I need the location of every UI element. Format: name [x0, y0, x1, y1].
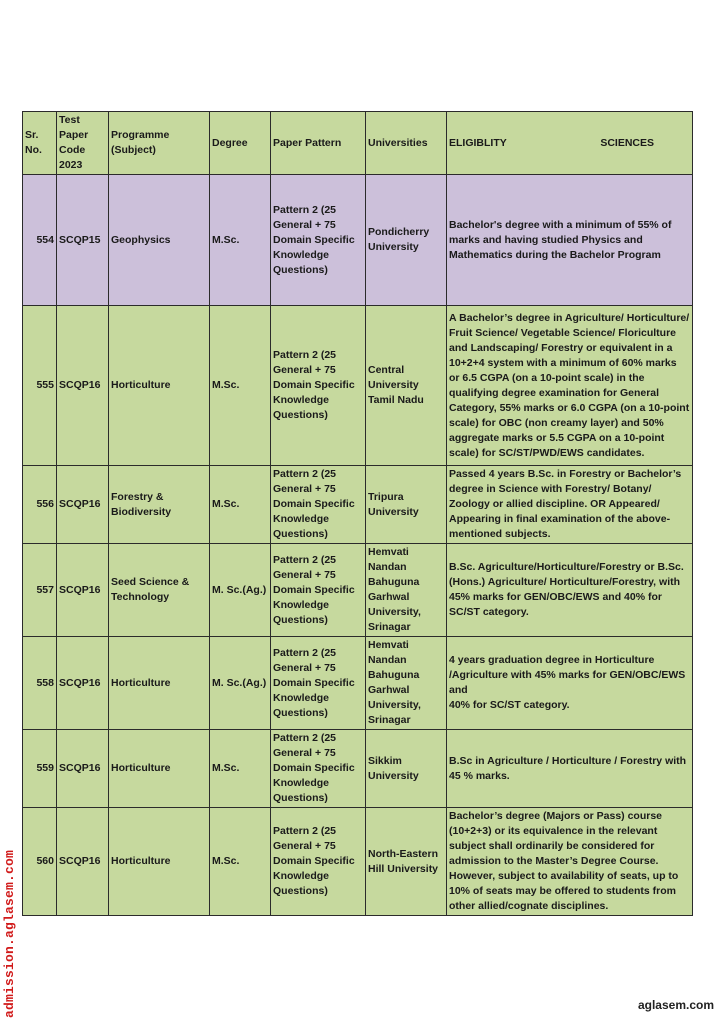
row-university: Hemvati Nandan Bahuguna Garhwal University, Srinagar: [366, 544, 447, 637]
row-paper-code: SCQP16: [57, 544, 109, 637]
row-sr-no: 559: [23, 730, 57, 808]
header-universities: Universities: [366, 112, 447, 175]
row-paper-code: SCQP16: [57, 808, 109, 916]
header-eligibility-label: ELIGIBLITY: [449, 136, 507, 149]
row-programme: Horticulture: [109, 808, 210, 916]
row-paper-pattern: Pattern 2 (25 General + 75 Domain Specific Knowledge Questions): [271, 730, 366, 808]
row-paper-code: SCQP16: [57, 466, 109, 544]
row-university: North-Eastern Hill University: [366, 808, 447, 916]
row-eligibility: B.Sc. Agriculture/Horticulture/Forestry or B.Sc. (Hons.) Agriculture/ Horticulture/Forestry, with 45% marks for GEN/OBC/EWS and 40% for SC/ST category.: [447, 544, 693, 637]
table-row: [23, 544, 693, 637]
row-programme: Geophysics: [109, 175, 210, 306]
row-university: Sikkim University: [366, 730, 447, 808]
row-paper-code: SCQP16: [57, 637, 109, 730]
row-eligibility: 4 years graduation degree in Horticulture /Agriculture with 45% marks for GEN/OBC/EWS and 40% for SC/ST category.: [447, 637, 693, 730]
row-university: Central University Tamil Nadu: [366, 306, 447, 466]
row-sr-no: 560: [23, 808, 57, 916]
row-paper-pattern: Pattern 2 (25 General + 75 Domain Specific Knowledge Questions): [271, 808, 366, 916]
row-paper-pattern: Pattern 2 (25 General + 75 Domain Specific Knowledge Questions): [271, 544, 366, 637]
header-paper-code: Test Paper Code 2023: [57, 112, 109, 175]
table-row: [23, 466, 693, 544]
header-paper-pattern: Paper Pattern: [271, 112, 366, 175]
row-sr-no: 554: [23, 175, 57, 306]
row-paper-pattern: Pattern 2 (25 General + 75 Domain Specific Knowledge Questions): [271, 466, 366, 544]
header-sciences-label: SCIENCES: [600, 136, 654, 149]
row-programme: Horticulture: [109, 637, 210, 730]
row-paper-pattern: Pattern 2 (25 General + 75 Domain Specific Knowledge Questions): [271, 175, 366, 306]
row-paper-code: SCQP16: [57, 730, 109, 808]
header-row: [23, 112, 693, 175]
row-sr-no: 557: [23, 544, 57, 637]
footer-site-label: aglasem.com: [637, 998, 714, 1012]
row-sr-no: 558: [23, 637, 57, 730]
row-eligibility: Bachelor’s degree (Majors or Pass) course (10+2+3) or its equivalence in the relevant subject shall ordinarily be considered for admission to the Master’s Degree Course. However, subject to availability of seats, up to 10% of seats may be offered to students from other allied/cognate disciplines.: [447, 808, 693, 916]
row-degree: M.Sc.: [210, 466, 271, 544]
row-university: Hemvati Nandan Bahuguna Garhwal University, Srinagar: [366, 637, 447, 730]
row-programme: Horticulture: [109, 306, 210, 466]
row-programme: Seed Science & Technology: [109, 544, 210, 637]
header-eligibility: [447, 112, 693, 175]
row-paper-code: SCQP15: [57, 175, 109, 306]
header-programme: Programme (Subject): [109, 112, 210, 175]
watermark: admission.aglasem.com: [2, 849, 17, 1018]
row-degree: M.Sc.: [210, 730, 271, 808]
row-sr-no: 556: [23, 466, 57, 544]
row-sr-no: 555: [23, 306, 57, 466]
row-degree: M. Sc.(Ag.): [210, 637, 271, 730]
row-degree: M.Sc.: [210, 808, 271, 916]
row-university: Pondicherry University: [366, 175, 447, 306]
row-university: Tripura University: [366, 466, 447, 544]
row-paper-code: SCQP16: [57, 306, 109, 466]
table-row: [23, 808, 693, 916]
header-degree: Degree: [210, 112, 271, 175]
row-programme: Horticulture: [109, 730, 210, 808]
header-sr-no: Sr. No.: [23, 112, 57, 175]
row-degree: M.Sc.: [210, 306, 271, 466]
row-programme: Forestry & Biodiversity: [109, 466, 210, 544]
row-eligibility: Passed 4 years B.Sc. in Forestry or Bachelor’s degree in Science with Forestry/ Botany/ Zoology or allied discipline. OR Appeared/ Appearing in final examination of the above-mentioned subjects.: [447, 466, 693, 544]
eligibility-table: [22, 111, 693, 916]
row-degree: M. Sc.(Ag.): [210, 544, 271, 637]
table-row: [23, 175, 693, 306]
row-paper-pattern: Pattern 2 (25 General + 75 Domain Specific Knowledge Questions): [271, 637, 366, 730]
table-row: [23, 637, 693, 730]
row-eligibility: A Bachelor’s degree in Agriculture/ Horticulture/ Fruit Science/ Vegetable Science/ Floriculture and Landscaping/ Forestry or equivalent in a 10+2+4 system with a minimum of 60% marks or 6.5 CGPA (on a 10-point scale) in the qualifying degree examination for General Category, 55% marks or 6.0 CGPA (on a 10-point scale) for OBC (non creamy layer) and 50% aggregate marks or 5.5 CGPA on a 10-point scale) for SC/ST/PWD/EWS candidates.: [447, 306, 693, 466]
table-row: [23, 306, 693, 466]
row-paper-pattern: Pattern 2 (25 General + 75 Domain Specific Knowledge Questions): [271, 306, 366, 466]
table-row: [23, 730, 693, 808]
row-degree: M.Sc.: [210, 175, 271, 306]
row-eligibility: B.Sc in Agriculture / Horticulture / Forestry with 45 % marks.: [447, 730, 693, 808]
row-eligibility: Bachelor's degree with a minimum of 55% of marks and having studied Physics and Mathematics during the Bachelor Program: [447, 175, 693, 306]
